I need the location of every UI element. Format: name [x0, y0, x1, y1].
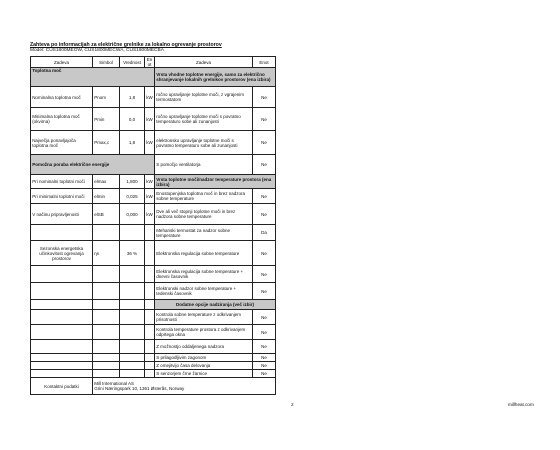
section-input-type: Vrsta vhodne toplotne energije, samo za električno shranjevanje lokalnih grelnikov prostorov (ena izbira): [155, 68, 276, 87]
row-right-label: elektronsko upravljanje toplotne moči s povratno temperaturo sobe ali zunanjosti: [155, 131, 253, 155]
row-value: 1,8: [120, 131, 145, 155]
row-symbol: Pmax,c: [93, 131, 120, 155]
row-right-unit: Ne: [253, 370, 276, 378]
row-right-label: Elektronski nadzor sobne temperature + tedenski časovnik: [155, 283, 253, 300]
row-label: Največja ponavljajoča toplotna moč: [31, 131, 93, 155]
row-value: 0,025: [120, 189, 145, 204]
header-symbol: Simbol: [93, 57, 120, 68]
row-value: 0,0: [120, 108, 145, 131]
row-value: 1,800: [120, 175, 145, 189]
section-row: [31, 68, 276, 87]
row-right-label: Mehanski termostat za nadzor sobne temperature: [155, 225, 253, 241]
header-unit-right: Enot: [253, 57, 276, 68]
page-title: Zahteva po informacijah za električne grelnike za lokalno ogrevanje prostorov: [30, 42, 222, 48]
header-item-right: Zadeva: [155, 57, 253, 68]
row-right-label: Kontrola sobne temperature z odkrivanjem prisotnosti: [155, 310, 253, 325]
row-label: Minimalna toplotna moč (okvirna): [31, 108, 93, 131]
row-unit: kW: [145, 108, 155, 131]
header-unit: Enot: [145, 57, 155, 68]
row-symbol: ηs: [93, 241, 120, 266]
row-unit: kW: [145, 175, 155, 189]
contact-label: Kontaktni podatki: [31, 378, 93, 395]
contact-company: Mill International AS: [94, 381, 134, 387]
row-right-unit: Ne: [253, 283, 276, 300]
header-row: [31, 57, 276, 68]
table-row: [31, 241, 276, 266]
row-symbol: Pnom: [93, 87, 120, 108]
table-row: [31, 283, 276, 300]
table-row: [31, 204, 276, 225]
row-right-label: S senzorjem črne žarnice: [155, 370, 253, 378]
table-row: [31, 266, 276, 283]
row-symbol: elmin: [93, 189, 120, 204]
row-value: 0,000: [120, 204, 145, 225]
section-heat-output: Toplotna moč: [31, 68, 155, 87]
row-label: Pri nominalni toplotni moči: [31, 175, 93, 189]
table-row: [31, 354, 276, 362]
row-right-label: Elektronska regulacija sobne temperature: [155, 241, 253, 266]
row-value: 1,8: [120, 87, 145, 108]
row-unit: kW: [145, 204, 155, 225]
row-label: Sezonska energetska učinkovitost ogrevanja prostorov: [31, 241, 93, 266]
row-label: Pri minimalni toplotni moči: [31, 189, 93, 204]
table-row: [31, 87, 276, 108]
table-row: [31, 225, 276, 241]
table-row: [31, 175, 276, 189]
spec-table: [30, 56, 276, 395]
row-right-label: Dve ali več stopnji toplotne moči in brez nadzora sobne temperature: [155, 204, 253, 225]
row-value: 36 %: [120, 241, 145, 266]
row-right-unit: Ne: [253, 189, 276, 204]
row-right-unit: Ne: [253, 266, 276, 283]
section-row: [31, 155, 276, 175]
row-right-unit: Ne: [253, 87, 276, 108]
row-symbol: elSB: [93, 204, 120, 225]
row-right-label: S prilagodljivim zagonom: [155, 354, 253, 362]
table-row: [31, 131, 276, 155]
row-label: V načinu pripravljenosti: [31, 204, 93, 225]
table-row: [31, 340, 276, 354]
row-right-label: Kontrola temperature prostora z odkrivanjem odprtega okna: [155, 325, 253, 340]
table-row: [31, 325, 276, 340]
table-row: [31, 362, 276, 370]
table-row: [31, 300, 276, 310]
row-label: Nominalna toplotna moč: [31, 87, 93, 108]
row-right-label: Elektronska regulacija sobne temperature + dnevni časovnik: [155, 266, 253, 283]
table-row: [31, 189, 276, 204]
row-right-unit: Ne: [253, 204, 276, 225]
section-aux-power: Pomožna poraba električne energije: [31, 155, 155, 175]
row-right-label: Z možnostjo oddaljenega nadzora: [155, 340, 253, 354]
row-right-unit: Ne: [253, 310, 276, 325]
row-right-unit: Da: [253, 225, 276, 241]
row-right-unit: Ne: [253, 340, 276, 354]
row-symbol: Pmin: [93, 108, 120, 131]
section-output-type: Vrsta toplotne moči/nadzor temperature prostora (ena izbira): [155, 175, 276, 189]
footer-url: millheat.com: [508, 402, 534, 407]
contact-details: [93, 378, 276, 395]
table-row: [31, 108, 276, 131]
page-number: 2: [291, 402, 294, 407]
table-row: [31, 370, 276, 378]
contact-row: [31, 378, 276, 395]
row-right-label: ročno upravljanje toplotne moči, z vgrajenim termostatom: [155, 87, 253, 108]
row-unit: kW: [145, 131, 155, 155]
row-right-unit: Ne: [253, 325, 276, 340]
header-value: Vrednost: [120, 57, 145, 68]
row-right-label: Z omejitvijo časa delovanja: [155, 362, 253, 370]
row-symbol: elmax: [93, 175, 120, 189]
table-row: [31, 310, 276, 325]
row-right-unit: Ne: [253, 241, 276, 266]
header-item: Zadeva: [31, 57, 93, 68]
section-additional: Dodatne opcije nadziranja (več izbir): [155, 300, 276, 310]
row-right-label: Enostopenjska toplotna moč in brez nadzora sobne temperature: [155, 189, 253, 204]
row-right-unit: Ne: [253, 354, 276, 362]
row-right-unit: Ne: [253, 362, 276, 370]
row-right-unit: Ne: [253, 131, 276, 155]
row-unit: kW: [145, 87, 155, 108]
model-list: Model: CUS1800MEOW, CUS1800MECWA, CUS1800MECBA: [30, 48, 164, 53]
row-right-unit: Ne: [253, 155, 276, 175]
contact-address: Grini Næringspark 10, 1361 Østerås, Norway: [94, 386, 185, 392]
row-unit: kW: [145, 189, 155, 204]
row-right-label: ročno upravljanje toplotne moči s povratno temperaturo sobe ali zunanjosti: [155, 108, 253, 131]
row-right-unit: Ne: [253, 108, 276, 131]
row-right-label: S pomočjo ventilatorja: [155, 155, 253, 175]
